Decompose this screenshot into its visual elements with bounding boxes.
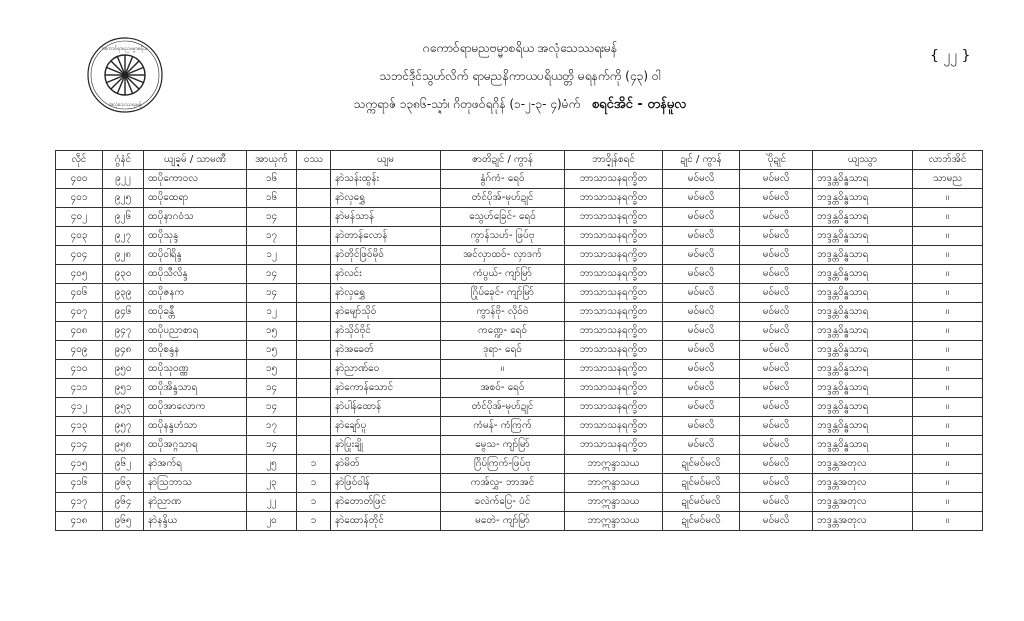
table-header-row bbox=[56, 151, 983, 170]
table-cell: ။ bbox=[913, 379, 983, 398]
table-cell: ဘဒ္ဒန္တဝိန္ဓသာရ bbox=[813, 417, 913, 436]
table-cell: ထပိုသီလိန္ဒ bbox=[144, 265, 247, 284]
column-header: ယျဿွာ bbox=[813, 151, 913, 170]
table-row bbox=[56, 322, 983, 341]
table-cell bbox=[297, 322, 331, 341]
table-cell: ။ bbox=[913, 417, 983, 436]
table-cell: ၄၁၇ bbox=[56, 493, 103, 512]
table-cell: ၁ bbox=[297, 512, 331, 531]
table-cell: ဘဒ္ဒန္တဝိန္ဓသာရ bbox=[813, 227, 913, 246]
table-row bbox=[56, 379, 983, 398]
seal-top-text: ဂကောဝ်ရာမညဗမ္မာစရိယ bbox=[101, 46, 149, 52]
table-cell bbox=[297, 417, 331, 436]
column-header: ပိုဲဍုင် bbox=[740, 151, 813, 170]
table-cell: မဝ်မလိ bbox=[740, 493, 813, 512]
column-header: ဍုင် / ကွာန် bbox=[663, 151, 740, 170]
seal-bottom-text: အလုံသေဿရးမန် bbox=[108, 102, 142, 108]
table-cell: ၁ bbox=[297, 493, 331, 512]
table-cell: ၉၂၅ bbox=[103, 189, 144, 208]
table-cell: ။ bbox=[913, 474, 983, 493]
table-row bbox=[56, 208, 983, 227]
table-cell: မဝ်မလိ bbox=[740, 436, 813, 455]
table-cell: မဝ်မလိ bbox=[740, 246, 813, 265]
table-cell: ဍုင်မဝ်မလိ bbox=[663, 455, 740, 474]
table-cell: ။ bbox=[441, 360, 565, 379]
table-cell: ဒုရာ- ရေဝ် bbox=[441, 341, 565, 360]
table-cell: ။ bbox=[913, 512, 983, 531]
table-cell: ။ bbox=[913, 227, 983, 246]
table-row bbox=[56, 417, 983, 436]
table-cell: ၉၄၆ bbox=[103, 303, 144, 322]
table-cell: ။ bbox=[913, 455, 983, 474]
table-cell: ။ bbox=[913, 189, 983, 208]
dharma-wheel-seal-icon bbox=[86, 36, 164, 114]
table-cell: နာဲကောန်သောင် bbox=[331, 379, 441, 398]
table-cell: ၄၁၅ bbox=[56, 455, 103, 474]
table-cell: နာဲထောန်တိုင် bbox=[331, 512, 441, 531]
table-row bbox=[56, 170, 983, 189]
table-cell: နာဲအခေတ် bbox=[331, 341, 441, 360]
table-cell: ထပိုဇနက bbox=[144, 284, 247, 303]
table-cell: ဘာသာသနရက္ခိတ bbox=[565, 189, 663, 208]
column-header: လာဘ်အိင် bbox=[913, 151, 983, 170]
table-cell: ၉၅၀ bbox=[103, 360, 144, 379]
table-cell: ၁ bbox=[297, 455, 331, 474]
table-cell: မဝ်မလိ bbox=[663, 341, 740, 360]
table-cell: သွေဟ်ခြေင်- ရေဝ် bbox=[441, 208, 565, 227]
column-header: ဂွံနံင် bbox=[103, 151, 144, 170]
table-cell: ၉၅၃ bbox=[103, 398, 144, 417]
table-row bbox=[56, 246, 983, 265]
table-cell: ၄၀၃ bbox=[56, 227, 103, 246]
table-cell: ၉၂၆ bbox=[103, 208, 144, 227]
table-cell bbox=[297, 360, 331, 379]
table-cell bbox=[297, 341, 331, 360]
table-cell: မဝ်မလိ bbox=[663, 208, 740, 227]
table-cell: ဘာဣန္ဒာသယ bbox=[565, 455, 663, 474]
table-cell: ထပိုကောဝလ bbox=[144, 170, 247, 189]
header-line-2: သဘင်ဒဵုၚ်သွဟ်လိက် ရာမညနိကာယပရိယတ္တိ မရနက်ကို (၄၃) ဝါ bbox=[379, 69, 661, 83]
table-cell: နာဲပြုးချို bbox=[331, 436, 441, 455]
table-row bbox=[56, 284, 983, 303]
table-row bbox=[56, 227, 983, 246]
table-cell: ထပိုဝါရိန္ဒ bbox=[144, 246, 247, 265]
table-cell: မဝ်မလိ bbox=[663, 436, 740, 455]
table-cell: ၄၁၂ bbox=[56, 398, 103, 417]
table-cell: မဝ်မလိ bbox=[740, 208, 813, 227]
table-cell: ၂၅ bbox=[247, 455, 297, 474]
table-cell: ၄၀၁ bbox=[56, 189, 103, 208]
table-cell: ဘာသာသနရက္ခိတ bbox=[565, 379, 663, 398]
table-cell: နာဲလှရွှေ bbox=[331, 284, 441, 303]
table-cell: ။ bbox=[913, 303, 983, 322]
table-cell: ၉၃၉ bbox=[103, 284, 144, 303]
table-cell: ဘာသာသနရက္ခိတ bbox=[565, 417, 663, 436]
table-cell: ၁၄ bbox=[247, 265, 297, 284]
table-cell: ၁၂ bbox=[247, 303, 297, 322]
table-cell: ကအ်လွှ- ဘာအင် bbox=[441, 474, 565, 493]
table-cell bbox=[297, 379, 331, 398]
table-cell: နာဲပါန်ထောန် bbox=[331, 398, 441, 417]
table-cell: အင်လှာထဝ်- လှာဒက် bbox=[441, 246, 565, 265]
table-cell: မဝ်မလိ bbox=[663, 170, 740, 189]
table-cell: မဝ်မလိ bbox=[740, 284, 813, 303]
table-cell: ၁၄ bbox=[247, 284, 297, 303]
table-cell: ဘဒ္ဒန္တဝိန္ဓသာရ bbox=[813, 360, 913, 379]
table-cell: ။ bbox=[913, 265, 983, 284]
table-cell: ဘာသာသနရက္ခိတ bbox=[565, 208, 663, 227]
table-cell: ဂြိပ်ကြက်-ဖြပ်ဗု bbox=[441, 455, 565, 474]
table-cell: ၁၄ bbox=[247, 379, 297, 398]
table-cell: ၄၀၇ bbox=[56, 303, 103, 322]
table-cell: မဝ်မလိ bbox=[663, 189, 740, 208]
header-line-1: ဂကောဝ်ရာမညဗမ္မာစရိယ အလုံသေဿရးမန် bbox=[422, 41, 618, 55]
table-cell bbox=[297, 189, 331, 208]
table-cell: သာမည bbox=[913, 170, 983, 189]
table-cell: ၉၅၇ bbox=[103, 417, 144, 436]
table-cell: ထပိုသုန္ဒ bbox=[144, 227, 247, 246]
table-cell: ၉၅၈ bbox=[103, 436, 144, 455]
monk-roll-table bbox=[55, 150, 983, 531]
table-row bbox=[56, 265, 983, 284]
table-cell bbox=[297, 170, 331, 189]
column-header: အာယုက် bbox=[247, 151, 297, 170]
table-cell: ဘာသာသနရက္ခိတ bbox=[565, 303, 663, 322]
table-cell: ထပိုနန္ဒဟံသာ bbox=[144, 417, 247, 436]
table-cell: ဘဒ္ဒန္တဝိန္ဓသာရ bbox=[813, 303, 913, 322]
header-date-text: သက္ကရာဇ် ၁၃၈၆-သ္ဍာံ၊ ဂိတုဖဝ်ရဂိုန် (၁-၂-၃- ၄)မံက် bbox=[353, 97, 581, 111]
table-cell: ကွာန်ဗို- လိုဝ်ဗဲ bbox=[441, 303, 565, 322]
table-row bbox=[56, 455, 983, 474]
table-cell: ၄၀၉ bbox=[56, 341, 103, 360]
table-cell: ထပိုထေရာ bbox=[144, 189, 247, 208]
table-cell: နွံဂ်ကံ- ရေဝ် bbox=[441, 170, 565, 189]
table-cell: ၁၅ bbox=[247, 360, 297, 379]
table-cell: ဘာသာသနရက္ခိတ bbox=[565, 322, 663, 341]
table-cell: ၄၁၃ bbox=[56, 417, 103, 436]
table-cell bbox=[297, 284, 331, 303]
table-cell: မဝ်မလိ bbox=[740, 379, 813, 398]
table-cell: မဝ်မလိ bbox=[663, 246, 740, 265]
table-row bbox=[56, 341, 983, 360]
table-cell: နာဲသြဘာသ bbox=[144, 474, 247, 493]
table-cell: ။ bbox=[913, 246, 983, 265]
table-cell: မဝ်မလိ bbox=[740, 265, 813, 284]
table-cell: ၁၅ bbox=[247, 322, 297, 341]
table-row bbox=[56, 189, 983, 208]
table-cell bbox=[297, 303, 331, 322]
table-cell: မဝ်မလိ bbox=[740, 360, 813, 379]
table-cell: ဍုင်မဝ်မလိ bbox=[663, 512, 740, 531]
header-line-3 bbox=[200, 90, 840, 119]
table-cell: နာဲအက်ရ bbox=[144, 455, 247, 474]
table-cell: ဘဒ္ဒန္တအတုလ bbox=[813, 455, 913, 474]
table-cell: ။ bbox=[913, 398, 983, 417]
table-cell: နာဲနန္ဒိယ bbox=[144, 512, 247, 531]
table-cell: မဝ်မလိ bbox=[740, 417, 813, 436]
table-cell: ၁၂ bbox=[247, 246, 297, 265]
table-cell: ၂၀ bbox=[247, 512, 297, 531]
table-cell: ၄၁၈ bbox=[56, 512, 103, 531]
table-cell: နာဲမန်သာန် bbox=[331, 208, 441, 227]
table-cell: ဘာဣန္ဒာသယ bbox=[565, 512, 663, 531]
table-row bbox=[56, 398, 983, 417]
table-cell: ဂြိုပ်ခေုင်- ကျာ်မြာ် bbox=[441, 284, 565, 303]
table-row bbox=[56, 474, 983, 493]
table-cell: ၉၃၀ bbox=[103, 265, 144, 284]
table-cell: ၉၄၈ bbox=[103, 341, 144, 360]
table-cell: ထပိုအိန္ဒသာရ bbox=[144, 379, 247, 398]
table-cell: နာဲတောတ်ဖြင် bbox=[331, 493, 441, 512]
document-header bbox=[200, 34, 840, 119]
table-cell: ထပိုစန္ဒန bbox=[144, 341, 247, 360]
table-cell: ထပိုအာလောက bbox=[144, 398, 247, 417]
table-cell: နာဲသိုဝ်ဗိုင် bbox=[331, 322, 441, 341]
table-cell: ။ bbox=[913, 341, 983, 360]
table-cell: ထပိုပညာစာရ bbox=[144, 322, 247, 341]
table-cell: ၉၆၂ bbox=[103, 455, 144, 474]
table-cell: ဘဒ္ဒန္တဝိန္ဓသာရ bbox=[813, 208, 913, 227]
table-cell: ဘာဣန္ဒာသယ bbox=[565, 493, 663, 512]
table-cell: ဘာသာသနရက္ခိတ bbox=[565, 265, 663, 284]
table-cell: နာဲဖြဝ်ဝါန် bbox=[331, 474, 441, 493]
table-cell: မတေဲ- ကျာ်မြာ် bbox=[441, 512, 565, 531]
table-cell: ၉၆၄ bbox=[103, 493, 144, 512]
table-cell: မဝ်မလိ bbox=[740, 512, 813, 531]
table-cell: ခလဲက်ပြေ- ပံင် bbox=[441, 493, 565, 512]
table-row bbox=[56, 360, 983, 379]
table-cell: မဝ်မလိ bbox=[663, 417, 740, 436]
table-cell: ဘဒ္ဒန္တဝိန္ဓသာရ bbox=[813, 189, 913, 208]
table-cell: နာဲသန်းထွန်း bbox=[331, 170, 441, 189]
table-cell: မဝ်မလိ bbox=[663, 379, 740, 398]
column-header: ယျခ္ဍမ် / သာမဏီ bbox=[144, 151, 247, 170]
table-cell: မွေသ- ကျာ်မြာ် bbox=[441, 436, 565, 455]
table-cell: ကွာန်သဟ်- ဖြပ်ဗု bbox=[441, 227, 565, 246]
table-cell bbox=[297, 436, 331, 455]
table-cell: ၉၆၅ bbox=[103, 512, 144, 531]
table-cell: ကံပွယ်- ကျာ်မြာ် bbox=[441, 265, 565, 284]
table-cell: နာဲတိုင်ဖြဝ်မိုဝ် bbox=[331, 246, 441, 265]
table-cell bbox=[297, 265, 331, 284]
table-cell: ဘဒ္ဒန္တဝိန္ဓသာရ bbox=[813, 265, 913, 284]
table-cell: မဝ်မလိ bbox=[740, 398, 813, 417]
table-cell: မဝ်မလိ bbox=[663, 303, 740, 322]
table-cell bbox=[297, 246, 331, 265]
table-cell: ၉၆၃ bbox=[103, 474, 144, 493]
table-cell: ။ bbox=[913, 436, 983, 455]
table-cell: မဝ်မလိ bbox=[740, 322, 813, 341]
table-cell: မဝ်မလိ bbox=[663, 360, 740, 379]
table-cell: ၂၂ bbox=[247, 493, 297, 512]
table-cell: မဝ်မလိ bbox=[740, 303, 813, 322]
table-cell: ဘာဣန္ဒာသယ bbox=[565, 474, 663, 493]
table-cell: ဘာသာသနရက္ခိတ bbox=[565, 398, 663, 417]
table-cell bbox=[297, 208, 331, 227]
table-row bbox=[56, 436, 983, 455]
table-cell bbox=[297, 398, 331, 417]
table-cell: ဘဒ္ဒန္တဝိန္ဓသာရ bbox=[813, 170, 913, 189]
table-cell: မဝ်မလိ bbox=[740, 189, 813, 208]
table-cell: ဘာသာသနရက္ခိတ bbox=[565, 341, 663, 360]
table-cell: ဘာသာသနရက္ခိတ bbox=[565, 246, 663, 265]
table-cell: ဘဒ္ဒန္တအတုလ bbox=[813, 474, 913, 493]
table-cell: ထပိုအဂ္ဂသာရ bbox=[144, 436, 247, 455]
table-cell: ဘဒ္ဒန္တဝိန္ဓသာရ bbox=[813, 341, 913, 360]
table-cell: ၄၀၂ bbox=[56, 208, 103, 227]
table-cell: ၁ bbox=[297, 474, 331, 493]
table-cell: ဘဒ္ဒန္တဝိန္ဓသာရ bbox=[813, 284, 913, 303]
column-header: လဵုင် bbox=[56, 151, 103, 170]
table-cell: ၄၀၆ bbox=[56, 284, 103, 303]
table-cell: မဝ်မလိ bbox=[663, 322, 740, 341]
table-row bbox=[56, 512, 983, 531]
table-cell: မဝ်မလိ bbox=[663, 227, 740, 246]
table-cell: ၄၀၀ bbox=[56, 170, 103, 189]
table-cell: ၁၄ bbox=[247, 436, 297, 455]
table-cell: ၄၀၄ bbox=[56, 246, 103, 265]
column-header: ယျမ bbox=[331, 151, 441, 170]
table-cell: မဝ်မလိ bbox=[740, 341, 813, 360]
table-cell: ဘဒ္ဒန္တအတုလ bbox=[813, 512, 913, 531]
page-number: { ၂၂ } bbox=[930, 48, 971, 64]
table-cell: ၉၂၂ bbox=[103, 170, 144, 189]
table-cell: ဘဒ္ဒန္တဝိန္ဓသာရ bbox=[813, 436, 913, 455]
table-cell: ၁၇ bbox=[247, 227, 297, 246]
table-cell: ။ bbox=[913, 493, 983, 512]
table-cell: နာဲမျော်သိုဝ် bbox=[331, 303, 441, 322]
table-cell: ၉၂၈ bbox=[103, 246, 144, 265]
table-cell: ဘဒ္ဒန္တဝိန္ဓသာရ bbox=[813, 398, 913, 417]
table-cell: ။ bbox=[913, 208, 983, 227]
table-cell: ၁၇ bbox=[247, 417, 297, 436]
table-cell: ဘာသာသနရက္ခိတ bbox=[565, 284, 663, 303]
table-cell: ၄၀၅ bbox=[56, 265, 103, 284]
table-cell: ၁၄ bbox=[247, 208, 297, 227]
table-cell: တံင်ပိုအ်-မုဟ်ဍုင် bbox=[441, 398, 565, 417]
table-cell: ဘဒ္ဒန္တအတုလ bbox=[813, 493, 913, 512]
table-row bbox=[56, 493, 983, 512]
table-cell: ထပိုသုဝဏ္ဏ bbox=[144, 360, 247, 379]
table-cell: မဝ်မလိ bbox=[740, 227, 813, 246]
table-cell: ၁၅ bbox=[247, 341, 297, 360]
table-cell: နာဲလင်း bbox=[331, 265, 441, 284]
header-list-title: စရင်အိင် - တန်မူလ bbox=[591, 97, 687, 112]
table-cell: ဘဒ္ဒန္တဝိန္ဓသာရ bbox=[813, 322, 913, 341]
table-cell: နာဲညာဏ်ဝေ bbox=[331, 360, 441, 379]
column-header: ဝဿ bbox=[297, 151, 331, 170]
table-cell: ၂၃ bbox=[247, 474, 297, 493]
table-cell: ဘဒ္ဒန္တဝိန္ဓသာရ bbox=[813, 379, 913, 398]
table-cell: ဘာသာသနရက္ခိတ bbox=[565, 436, 663, 455]
table-row bbox=[56, 303, 983, 322]
table-cell: ၉၄၇ bbox=[103, 322, 144, 341]
table-cell: ထပိုခန္တီ bbox=[144, 303, 247, 322]
table-cell: မဝ်မလိ bbox=[740, 474, 813, 493]
column-header: ဇာတိဍုင် / ကွာန် bbox=[441, 151, 565, 170]
column-header: ဘာဝ္ဍိုန်စရင် bbox=[565, 151, 663, 170]
table-cell: ကဏ္ဍေ- ရေဝ် bbox=[441, 322, 565, 341]
table-cell: တံင်ပိုအ်-မုဟ်ဍုင် bbox=[441, 189, 565, 208]
table-cell: နာဲညာဏ bbox=[144, 493, 247, 512]
table-cell: အစဝ်- ရေဝ် bbox=[441, 379, 565, 398]
table-cell: နာဲချော်ပူ bbox=[331, 417, 441, 436]
table-cell: ၁၄ bbox=[247, 398, 297, 417]
table-cell: ဘာသာသနရက္ခိတ bbox=[565, 227, 663, 246]
table-cell: ၁၆ bbox=[247, 189, 297, 208]
table-cell: ၉၅၁ bbox=[103, 379, 144, 398]
table-cell: ဘာသာသနရက္ခိတ bbox=[565, 170, 663, 189]
table-cell: ဍုင်မဝ်မလိ bbox=[663, 474, 740, 493]
table-cell: ထပိုနာဂဝံသ bbox=[144, 208, 247, 227]
table-cell: ။ bbox=[913, 360, 983, 379]
table-cell: နာဲမိတ် bbox=[331, 455, 441, 474]
table-cell bbox=[297, 227, 331, 246]
table-cell: ၄၁၁ bbox=[56, 379, 103, 398]
table-cell: နာဲလှရွှေ bbox=[331, 189, 441, 208]
table-cell: ကံမန်- ကံကြက် bbox=[441, 417, 565, 436]
table-cell: ၄၁၆ bbox=[56, 474, 103, 493]
table-cell: မဝ်မလိ bbox=[663, 398, 740, 417]
table-cell: ဍုင်မဝ်မလိ bbox=[663, 493, 740, 512]
table-cell: ၄၁၄ bbox=[56, 436, 103, 455]
table-cell: ၁၆ bbox=[247, 170, 297, 189]
table-cell: ၉၂၇ bbox=[103, 227, 144, 246]
table-cell: ၄၀၈ bbox=[56, 322, 103, 341]
table-cell: မဝ်မလိ bbox=[663, 265, 740, 284]
table-cell: မဝ်မလိ bbox=[740, 170, 813, 189]
table-cell: ဘာသာသနရက္ခိတ bbox=[565, 360, 663, 379]
table-cell: ဘဒ္ဒန္တဝိန္ဓသာရ bbox=[813, 246, 913, 265]
table-body bbox=[56, 170, 983, 531]
table-cell: နာဲတာန်လောန် bbox=[331, 227, 441, 246]
table-cell: မဝ်မလိ bbox=[663, 284, 740, 303]
table-cell: မဝ်မလိ bbox=[740, 455, 813, 474]
table-cell: ။ bbox=[913, 284, 983, 303]
table-cell: ၄၁၀ bbox=[56, 360, 103, 379]
table-cell: ။ bbox=[913, 322, 983, 341]
